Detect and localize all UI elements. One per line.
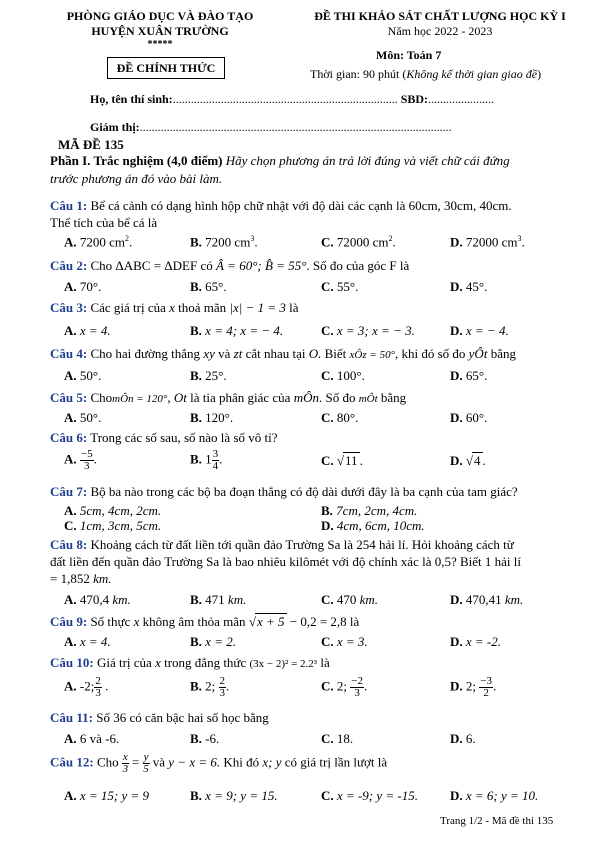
candidate-name-label: Họ, tên thí sinh:	[90, 92, 173, 106]
question-6: Câu 6: Trong các số sau, số nào là số vô tỉ?	[50, 430, 278, 445]
q7-option-c: C. 1cm, 3cm, 5cm.	[64, 518, 162, 533]
q9-option-a: A. x = 4.	[64, 634, 111, 649]
sbd-label: SBD:	[400, 92, 429, 106]
question-10: Câu 10: Giá trị của x trong đẳng thức (3x − 2)² = 2.2³ là	[50, 655, 330, 670]
candidate-name-dots: ...........................................................................	[172, 92, 398, 106]
question-11: Câu 11: Số 36 có căn bậc hai số học bằng	[50, 710, 269, 725]
q10-option-c: C. 2; $\frac{-2}{3}$ .	[321, 675, 368, 699]
part1-instruction: Hãy chọn phương án trả lời đúng và viết chữ cái đứng	[225, 153, 510, 168]
q8-option-a: A. 470,4 km.	[64, 592, 131, 607]
duration-note: Không kể thời gian giao đề	[406, 67, 538, 81]
question-9: Câu 9: Số thực x không âm thỏa mãn √x + 5 − 0,2 = 2,8 là	[50, 614, 360, 629]
school-year: Năm học 2022 - 2023	[387, 24, 493, 38]
q5-option-b: B. 120°.	[190, 410, 234, 425]
district-name: HUYỆN XUÂN TRƯỜNG	[91, 24, 229, 38]
q11-option-c: C. 18.	[321, 731, 354, 746]
exam-code: MÃ ĐỀ 135	[58, 137, 124, 152]
q1-option-c: C. 72000 $cm^2$.	[321, 234, 396, 250]
q6-option-c: C. √11 .	[321, 453, 363, 468]
q11-option-b: B. -6.	[190, 731, 220, 746]
header-stars: *****	[147, 39, 173, 50]
question-5: Câu 5: ChomÔn = 120°, Ot là tia phân giác của mÔn. Số đo mÔt bằng	[50, 390, 407, 405]
q4-option-d: D. 65°.	[450, 368, 488, 383]
q11-option-d: D. 6.	[450, 731, 476, 746]
q4-option-c: C. 100°.	[321, 368, 365, 383]
q5-option-d: D. 60°.	[450, 410, 488, 425]
proctor-dots: ........................................................................................................	[139, 120, 452, 134]
proctor-line	[90, 120, 452, 135]
q10-option-a: A. -2; $\frac{2}{3}$ .	[64, 675, 109, 699]
candidate-name-line	[90, 92, 494, 107]
question-12: Câu 12: Cho $\frac{x}{3}$ = $\frac{y}{5}$ và y − x = 6. Khi đó x; y có giá trị lần lượt là	[50, 751, 388, 775]
q2-option-b: B. 65°.	[190, 279, 227, 294]
q11-option-a: A. 6 và -6.	[64, 731, 120, 746]
question-4: Câu 4: Cho hai đường thẳng xy và zt cắt nhau tại O. Biết xÔz = 50°, khi đó số đo yÔt bằng	[50, 346, 516, 361]
page-footer: Trang 1/2 - Mã đề thi 135	[440, 815, 554, 827]
q6-option-a: A. $\frac{-5}{3}$ .	[64, 448, 97, 472]
q12-option-a: A. x = 15; y = 9	[64, 788, 150, 803]
q12-option-b: B. x = 9; y = 15.	[190, 788, 278, 803]
q1-option-a: A. 7200 $cm^2$.	[64, 234, 133, 250]
q7-option-b: B. 7cm, 2cm, 4cm.	[321, 503, 418, 518]
subject: Môn: Toán 7	[376, 48, 442, 62]
q9-option-c: C. x = 3.	[321, 634, 368, 649]
q2-option-a: A. 70°.	[64, 279, 102, 294]
part1-title: Phần I. Trắc nghiệm (4,0 điểm)	[50, 153, 223, 168]
department-name: PHÒNG GIÁO DỤC VÀ ĐÀO TẠO	[66, 9, 254, 23]
duration-end: )	[537, 67, 542, 81]
question-8-cont: đất liền đến quần đảo Trường Sa là bao nhiêu kilômét với độ chính xác là 0,5? Biết 1 hải lí	[50, 554, 522, 569]
question-1	[50, 198, 512, 214]
q4-option-b: B. 25°.	[190, 368, 227, 383]
q1-option-d: D. 72000 $cm^3$.	[450, 234, 525, 250]
question-8-cont2: = 1,852 km.	[50, 571, 112, 586]
q3-option-a: A. x = 4.	[64, 323, 111, 338]
official-exam-box: ĐỀ CHÍNH THỨC	[107, 57, 225, 79]
duration-text: Thời gian: 90 phút (	[310, 67, 407, 81]
part1-instruction-cont: trước phương án đó vào bài làm.	[50, 171, 223, 186]
q5-option-c: C. 80°.	[321, 410, 359, 425]
question-1-label: Câu 1:	[50, 198, 88, 213]
q9-option-d: D. x = -2.	[450, 634, 502, 649]
exam-duration	[310, 67, 541, 82]
q2-option-d: D. 45°.	[450, 279, 488, 294]
question-2: Câu 2: Cho ΔABC = ΔDEF có Â = 60°; B̂ = 55°. Số đo của góc F là	[50, 258, 410, 273]
q9-option-b: B. x = 2.	[190, 634, 236, 649]
question-7: Câu 7: Bộ ba nào trong các bộ ba đoạn thẳng có độ dài dưới đây là ba cạnh của tam giác?	[50, 484, 518, 499]
q12-option-c: C. x = -9; y = -15.	[321, 788, 418, 803]
exam-title: ĐỀ THI KHẢO SÁT CHẤT LƯỢNG HỌC KỲ I	[314, 9, 566, 23]
q3-option-d: D. x = − 4.	[450, 323, 509, 338]
question-1-text: Bể cá cảnh có dạng hình hộp chữ nhật với độ dài các cạnh là 60cm, 30cm, 40cm.	[90, 198, 512, 213]
q4-option-a: A. 50°.	[64, 368, 102, 383]
q8-option-d: D. 470,41 km.	[450, 592, 524, 607]
q10-option-b: B. 2; $\frac{2}{3}$ .	[190, 675, 230, 699]
question-1-text-cont: Thể tích của bể cá là	[50, 215, 158, 230]
part1-heading	[50, 153, 510, 169]
proctor-label: Giám thị:	[90, 120, 140, 134]
q3-option-b: B. x = 4; x = − 4.	[190, 323, 284, 338]
q10-option-d: D. 2; $\frac{-3}{2}$ .	[450, 675, 497, 699]
q12-option-d: D. x = 6; y = 10.	[450, 788, 539, 803]
q6-option-d: D. √4 .	[450, 453, 486, 468]
q7-option-a: A. 5cm, 4cm, 2cm.	[64, 503, 162, 518]
q1-option-b: B. 7200 $cm^3$.	[190, 234, 258, 250]
question-8: Câu 8: Khoảng cách từ đất liền tới quần đảo Trường Sa là 254 hải lí. Hỏi khoảng cách từ	[50, 537, 514, 552]
question-3: Câu 3: Các giá trị của x thoả mãn |x| − 1 = 3 là	[50, 300, 299, 315]
q8-option-b: B. 471 km.	[190, 592, 247, 607]
sbd-dots: ......................	[428, 92, 495, 106]
q6-b-fraction: $\frac{3}{4}$	[212, 448, 219, 472]
q8-option-c: C. 470 km.	[321, 592, 379, 607]
q6-option-b: B. 1 $\frac{3}{4}$ .	[190, 448, 223, 472]
q7-option-d: D. 4cm, 6cm, 10cm.	[321, 518, 425, 533]
q5-option-a: A. 50°.	[64, 410, 102, 425]
q3-option-c: C. x = 3; x = − 3.	[321, 323, 415, 338]
q6-a-fraction: $\frac{-5}{3}$	[80, 448, 93, 472]
q2-option-c: C. 55°.	[321, 279, 359, 294]
